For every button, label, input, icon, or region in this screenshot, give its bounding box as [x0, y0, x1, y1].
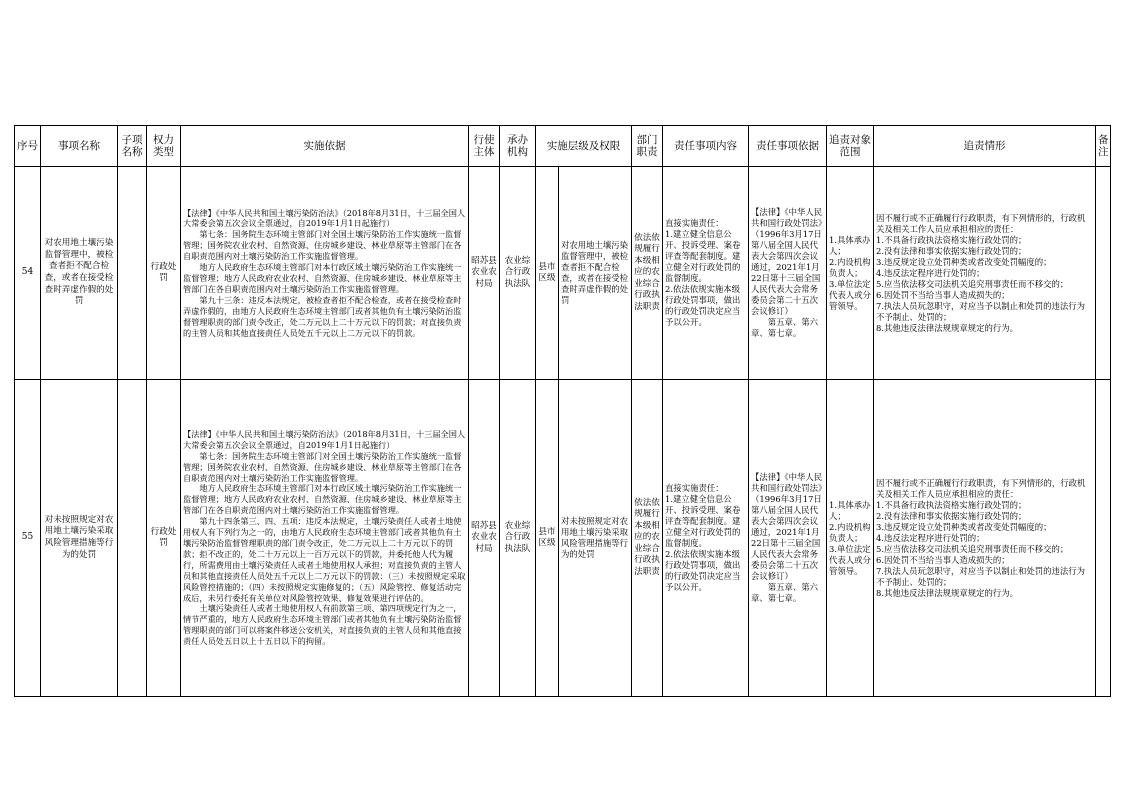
row-resp-content: 直接实施责任： 1.建立健全信息公开、投诉受理、案卷评查等配套制度。建立健全对行政处罚的监督制度。 2.依法依规实施本级行政处罚事项，做出的行政处罚决定应当予以公开。: [663, 380, 749, 697]
row-resp-content: 直接实施责任： 1.建立健全信息公开、投诉受理、案卷评查等配套制度。建立健全对行政处罚的监督制度。 2.依法依规实施本级行政处罚事项，做出的行政处罚决定应当予以公开。: [663, 167, 749, 380]
row-subject: 昭苏县农业农村局: [469, 167, 500, 380]
table-row: [15, 380, 1111, 697]
header-item-name: 事项名称: [41, 126, 118, 167]
row-basis: 【法律】《中华人民共和国土壤污染防治法》（2018年8月31日，十三届全国人大常委会第五次会议全票通过，自2019年1月1日起施行） 第七条：国务院生态环境主管部门对全国土壤污染防治工作实施统一监督管理；国务院农业农村、自然资源、住房城乡建设、林业草原等主管部门在各自职责范围内对土壤污染防治工作实施监督管理。 地方人民政府生态环境主管部门对本行政区域土壤污染防治工作实施统一监督管理；地方人民政府农业农村、自然资源、住房城乡建设、林业草原等主管部门在各自职责范围内对土壤污染防治工作实施监督管理。 第九十三条：违反本法规定，被检查者拒不配合检查，或者在接受检查时弄虚作假的，由地方人民政府生态环境主管部门或者其他负有土壤污染防治监督管理职责的部门责令改正，处二万元以上二十万元以下的罚款；对直接负责的主管人员和其他直接责任人员处五千元以上二万元以下的罚款。: [181, 167, 469, 380]
header-seq: 序号: [15, 126, 41, 167]
header-sub-item: 子项名称: [118, 126, 147, 167]
row-sub-item: [118, 167, 147, 380]
row-level-a: 县市区级: [536, 167, 559, 380]
row-level-b: 对未按照规定对农用地土壤污染采取风险管理措施等行为的处罚: [559, 380, 632, 697]
header-accountability-scope: 追责对象范围: [827, 126, 874, 167]
row-accountability-cases: 因不履行或不正确履行行政职责，有下列情形的，行政机关及相关工作人员应承担相应的责任： 1.不具备行政执法资格实施行政处罚的； 2.没有法律和事实依据实施行政处罚的； 3.违反规定设立处罚种类或者改变处罚幅度的； 4.违反法定程序进行处罚的； 5.应当依法移交司法机关追究刑事责任而不移交的； 6.因处罚不当给当事人造成损失的； 7.执法人员玩忽职守，对应当予以制止和处罚的违法行为不予制止、处罚的； 8.其他违反法律法规规章规定的行为。: [874, 380, 1096, 697]
row-remarks: [1096, 380, 1111, 697]
row-level-b: 对农用地土壤污染监督管理中，被检查者拒不配合检查，或者在接受检查时弄虚作假的处罚: [559, 167, 632, 380]
row-remarks: [1096, 167, 1111, 380]
responsibility-table: [14, 125, 1111, 697]
header-remarks: 备注: [1096, 126, 1111, 167]
header-resp-content: 责任事项内容: [663, 126, 749, 167]
row-accountability-scope: 1.具体承办人； 2.内设机构负责人； 3.单位法定代表人或分管领导。: [827, 380, 874, 697]
row-subject: 昭苏县农业农村局: [469, 380, 500, 697]
row-seq: 54: [15, 167, 41, 380]
row-item-name: 对农用地土壤污染监督管理中，被检查者拒不配合检查，或者在接受检查时弄虚作假的处罚: [41, 167, 118, 380]
header-dept-duty: 部门职责: [632, 126, 663, 167]
header-accountability-cases: 追责情形: [874, 126, 1096, 167]
row-power-type: 行政处罚: [147, 380, 181, 697]
header-row: [15, 126, 1111, 167]
row-accountability-cases: 因不履行或不正确履行行政职责，有下列情形的，行政机关及相关工作人员应承担相应的责任： 1.不具备行政执法资格实施行政处罚的； 2.没有法律和事实依据实施行政处罚的； 3.违反规定设立处罚种类或者改变处罚幅度的； 4.违反法定程序进行处罚的； 5.应当依法移交司法机关追究刑事责任而不移交的； 6.因处罚不当给当事人造成损失的； 7.执法人员玩忽职守，对应当予以制止和处罚的违法行为不予制止、处罚的； 8.其他违反法律法规规章规定的行为。: [874, 167, 1096, 380]
row-item-name: 对未按照规定对农用地土壤污染采取风险管理措施等行为的处罚: [41, 380, 118, 697]
row-resp-basis: 【法律】《中华人民共和国行政处罚法》（1996年3月17日第八届全国人民代表大会第四次会议通过，2021年1月22日第十三届全国人民代表大会常务委员会第二十五次会议修订） 第五章、第六章、第七章。: [749, 167, 827, 380]
row-basis: 【法律】《中华人民共和国土壤污染防治法》（2018年8月31日，十三届全国人大常委会第五次会议全票通过，自2019年1月1日起施行） 第七条：国务院生态环境主管部门对全国土壤污染防治工作实施统一监督管理；国务院农业农村、自然资源、住房城乡建设、林业草原等主管部门在各自职责范围内对土壤污染防治工作实施监督管理。 地方人民政府生态环境主管部门对本行政区域土壤污染防治工作实施统一监督管理；地方人民政府农业农村、自然资源、住房城乡建设、林业草原等主管部门在各自职责范围内对土壤污染防治工作实施监督管理。 第九十四条第三、四、五项：违反本法规定，土壤污染责任人或者土地使用权人有下列行为之一的，由地方人民政府生态环境主管部门或者其他负有土壤污染防治监督管理职责的部门责令改正，处二万元以上二十万元以下的罚款；拒不改正的，处二十万元以上一百万元以下的罚款，并委托他人代为履行，所需费用由土壤污染责任人或者土地使用权人承担；对直接负责的主管人员和其他直接责任人员处五千元以上二万元以下的罚款：（三）未按照规定采取风险管控措施的；（四）未按照规定实施修复的；（五）风险管控、修复活动完成后，未另行委托有关单位对风险管控效果、修复效果进行评估的。 土壤污染责任人或者土地使用权人有前款第三项、第四项规定行为之一，情节严重的，地方人民政府生态环境主管部门或者其他负有土壤污染防治监督管理职责的部门可以将案件移送公安机关，对直接负责的主管人员和其他直接责任人员处五日以上十五日以下的拘留。: [181, 380, 469, 697]
row-accountability-scope: 1.具体承办人； 2.内设机构负责人； 3.单位法定代表人或分管领导。: [827, 167, 874, 380]
header-resp-basis: 责任事项依据: [749, 126, 827, 167]
row-power-type: 行政处罚: [147, 167, 181, 380]
row-dept-duty: 依法依规履行本级相应的农业综合行政执法职责: [632, 167, 663, 380]
row-resp-basis: 【法律】《中华人民共和国行政处罚法》（1996年3月17日第八届全国人民代表大会第四次会议通过，2021年1月22日第十三届全国人民代表大会常务委员会第二十五次会议修订） 第五章、第六章、第七章。: [749, 380, 827, 697]
row-dept-duty: 依法依规履行本级相应的农业综合行政执法职责: [632, 380, 663, 697]
row-undertaker: 农业综合行政执法队: [500, 380, 536, 697]
row-level-a: 县市区级: [536, 380, 559, 697]
table-row: [15, 167, 1111, 380]
header-subject: 行使主体: [469, 126, 500, 167]
header-undertaker: 承办机构: [500, 126, 536, 167]
row-seq: 55: [15, 380, 41, 697]
header-power-type: 权力类型: [147, 126, 181, 167]
header-basis: 实施依据: [181, 126, 469, 167]
row-sub-item: [118, 380, 147, 697]
header-level: 实施层级及权限: [536, 126, 632, 167]
row-undertaker: 农业综合行政执法队: [500, 167, 536, 380]
